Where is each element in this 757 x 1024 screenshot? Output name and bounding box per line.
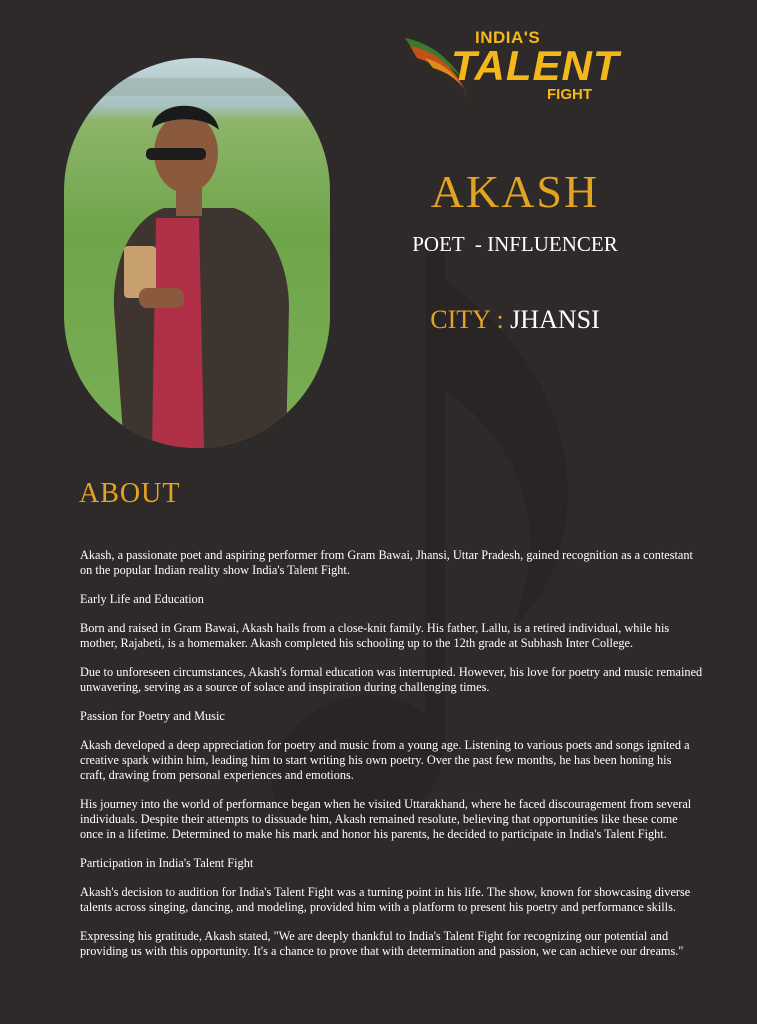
- about-heading: ABOUT: [79, 478, 181, 509]
- about-paragraph: His journey into the world of performance began when he visited Uttarakhand, where he faced discouragement from several individuals. Despite their attempts to dissuade him, Akash remained resolute, believing that opportunities like these come once in a lifetime. Determined to make his mark and honor his parents, he decided to participate in India's Talent Fight.: [80, 797, 692, 841]
- person-silhouette: [64, 58, 330, 448]
- about-paragraph: Born and raised in Gram Bawai, Akash hails from a close-knit family. His father, Lallu, is a retired individual, while his mother, Rajabeti, is a homemaker. Akash completed his schooling up to the 12th grade at Subhash Inter College.: [80, 621, 670, 650]
- about-body: [80, 548, 720, 973]
- profile-city: [340, 305, 690, 335]
- logo-line-indias: INDIA'S: [475, 28, 541, 47]
- about-subheading: Participation in India's Talent Fight: [80, 856, 254, 870]
- city-label: CITY :: [430, 305, 504, 334]
- about-subheading: Early Life and Education: [80, 592, 204, 606]
- about-paragraph: Akash, a passionate poet and aspiring performer from Gram Bawai, Jhansi, Uttar Pradesh, gained recognition as a contestant on the popular Indian reality show India's Talent Fight.: [80, 548, 693, 577]
- city-value: JHANSI: [510, 305, 600, 334]
- logo-line-talent: TALENT: [451, 42, 620, 89]
- indias-talent-fight-logo: [405, 28, 620, 103]
- about-paragraph: Due to unforeseen circumstances, Akash's formal education was interrupted. However, his love for poetry and music remained unwavering, serving as a source of solace and inspiration during challenging times.: [80, 665, 703, 694]
- about-paragraph: Akash developed a deep appreciation for poetry and music from a young age. Listening to various poets and songs ignited a creative spark within him, leading him to start writing his own poetry. Over the past few months, he has been honing his craft, drawing from personal experiences and emotions.: [80, 738, 690, 782]
- profile-name: AKASH: [430, 166, 600, 217]
- about-subheading: Passion for Poetry and Music: [80, 709, 225, 723]
- about-paragraph: Expressing his gratitude, Akash stated, "We are deeply thankful to India's Talent Fight for recognizing our potential and providing us with this opportunity. It's a chance to prove that with determination and passion, we can achieve our dreams.": [80, 929, 684, 958]
- logo-line-fight: FIGHT: [547, 86, 592, 103]
- profile-role: POET - INFLUENCER: [412, 232, 618, 256]
- about-paragraph: Akash's decision to audition for India's Talent Fight was a turning point in his life. The show, known for showcasing diverse talents across singing, dancing, and modeling, provided him with a platform to present his poetry and performance skills.: [80, 885, 691, 914]
- profile-photo: [64, 58, 330, 448]
